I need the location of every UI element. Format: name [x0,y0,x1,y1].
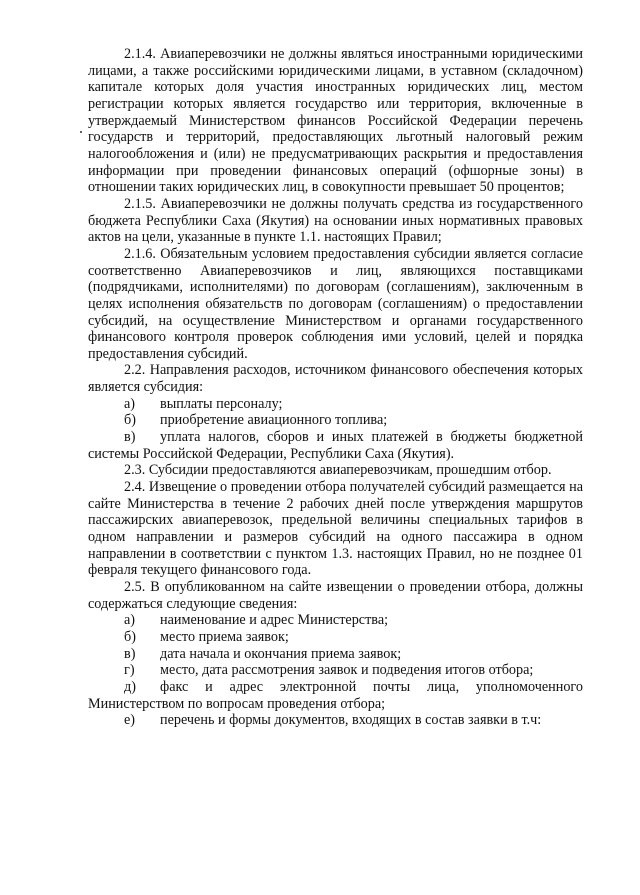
list-item-info-b [88,629,583,646]
paragraph-2-3: 2.3. Субсидии предоставляются авиаперевозчикам, прошедшим отбор. [124,462,552,479]
list-item-expense-b [88,412,583,429]
list-marker: г) [124,662,135,679]
list-item-info-g [88,662,583,679]
list-item-text: уплата налогов, сборов и иных платежей в бюджеты бюджетной системы Российской Федерации, Республики Саха (Якутия). [88,429,583,462]
paragraph-2-2: 2.2. Направления расходов, источником финансового обеспечения которых является субсидия: [88,362,583,396]
list-marker: б) [124,412,136,429]
list-item-text: наименование и адрес Министерства; [160,612,389,629]
list-item-info-v [88,646,583,663]
list-item-text: выплаты персоналу; [160,395,283,412]
list-item-text: перечень и формы документов, входящих в состав заявки в т.ч: [160,712,542,729]
list-marker: в) [124,645,136,662]
list-marker: а) [124,395,136,412]
paragraph-2-1-4: 2.1.4. Авиаперевозчики не должны являться иностранными юридическими лицами, а также российскими юридическими лицами, в уставном (складочном) капитале которых доля участия иностранных юридических лиц, местом регистрации которых является государство или территория, включенные в утверждаемый Министерством финансов Российской Федерации перечень государств и территорий, предоставляющих льготный налоговый режим налогообложения и (или) не предусматривающих раскрытия и предоставления информации при проведении финансовых операций (офшорные зоны) в отношении таких юридических лиц, в совокупности превышает 50 процентов; [88,46,583,196]
list-marker: а) [124,612,136,629]
list-marker: е) [124,712,136,729]
paragraph-2-1-6: 2.1.6. Обязательным условием предоставления субсидии является согласие соответственно Авиаперевозчиков и лиц, являющихся поставщиками (подрядчиками, исполнителями) по договорам (соглашениям), заключенным в целях исполнения обязательств по договорам (соглашениям) о предоставлении субсидий, на осуществление Министерством и органами государственного финансового контроля проверок соблюдения ими условий, целей и порядка предоставления субсидий. [88,245,583,362]
document-body [88,46,583,729]
scan-speck [80,131,82,133]
list-item-text: дата начала и окончания приема заявок; [160,645,402,662]
list-marker: д) [124,678,136,695]
list-item-info-a [88,612,583,629]
list-item-info-d [88,679,583,712]
paragraph-2-4: 2.4. Извещение о проведении отбора получателей субсидий размещается на сайте Министерства в течение 2 рабочих дней после утверждения маршрутов пассажирских авиаперевозок, предельной величины специальных тарифов в одном направлении и размеров субсидий на одного пассажира в одном направлении в соответствии с пунктом 1.3. настоящих Правил, но не позднее 01 февраля текущего финансового года. [88,479,583,579]
list-item-info-e [88,712,583,729]
paragraph-2-1-5: 2.1.5. Авиаперевозчики не должны получать средства из государственного бюджета Республики Саха (Якутия) на основании иных нормативных правовых актов на цели, указанные в пункте 1.1. настоящих Правил; [88,195,583,246]
list-item-text: место приема заявок; [160,628,289,645]
list-item-expense-a [88,396,583,413]
list-item-text: факс и адрес электронной почты лица, уполномоченного Министерством по вопросам проведения отбора; [88,678,583,712]
list-item-text: место, дата рассмотрения заявок и подведения итогов отбора; [160,662,534,679]
list-item-expense-v [88,429,583,462]
paragraph-2-5: 2.5. В опубликованном на сайте извещении о проведении отбора, должны содержаться следующие сведения: [88,579,583,612]
list-marker: б) [124,628,136,645]
list-marker: в) [124,429,136,446]
list-item-text: приобретение авиационного топлива; [160,412,388,429]
